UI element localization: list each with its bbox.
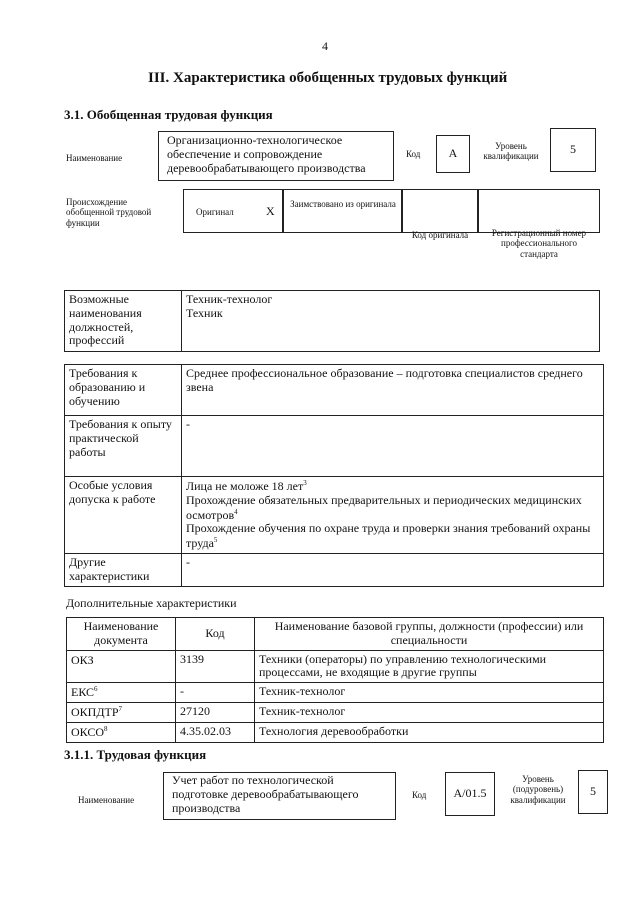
req-other-value: - bbox=[182, 553, 604, 586]
tf-code-box bbox=[445, 772, 495, 816]
table-row bbox=[67, 702, 604, 722]
condition-line: Прохождение обязательных предварительных и периодических медицинских осмотров$^4$ bbox=[186, 492, 582, 522]
position-item: Техник bbox=[186, 305, 223, 320]
condition-line: Лица не моложе 18 лет$^3$ bbox=[186, 479, 307, 493]
tf-level-box bbox=[578, 770, 608, 814]
req-conditions-value bbox=[182, 477, 604, 554]
tf-name-box bbox=[163, 772, 396, 820]
gtf-level-value: 5 bbox=[570, 142, 576, 156]
section-title: III. Характеристика обобщенных трудовых функций bbox=[148, 70, 508, 86]
table-row bbox=[67, 722, 604, 742]
doc-cell: ЕКС$^6$ bbox=[67, 683, 176, 703]
origin-code-original-label: Код оригинала bbox=[411, 230, 469, 240]
col-header-code: Код bbox=[176, 618, 255, 651]
table-row bbox=[67, 650, 604, 683]
req-experience-value: - bbox=[182, 416, 604, 477]
code-cell: 3139 bbox=[176, 650, 255, 683]
gtf-level-box bbox=[550, 128, 596, 172]
req-education-label: Требования к образованию и обучению bbox=[65, 365, 182, 416]
origin-code-box bbox=[402, 189, 478, 233]
origin-label: Происхождение обобщенной трудовой функции bbox=[66, 197, 152, 228]
req-education-value: Среднее профессиональное образование – подготовка специалистов среднего звена bbox=[182, 365, 604, 416]
origin-borrowed-box bbox=[283, 189, 402, 233]
col-header-doc: Наименование документа bbox=[67, 618, 176, 651]
tf-name-label: Наименование bbox=[78, 795, 135, 805]
tf-level-label: Уровень (подуровень) квалификации bbox=[510, 774, 566, 805]
condition-line: Прохождение обучения по охране труда и проверки знания требований охраны труда$^5$ bbox=[186, 521, 591, 551]
tf-code-value: A/01.5 bbox=[453, 786, 487, 800]
doc-cell: ОКПДТР$^7$ bbox=[67, 702, 176, 722]
gtf-name-box bbox=[158, 131, 394, 181]
tf-heading: 3.1.1. Трудовая функция bbox=[64, 747, 207, 762]
tf-code-label: Код bbox=[412, 790, 427, 800]
gtf-code-label: Код bbox=[406, 149, 421, 159]
position-item: Техник-технолог bbox=[186, 292, 273, 306]
col-header-name: Наименование базовой группы, должности (профессии) или специальности bbox=[255, 618, 604, 651]
gtf-name-label: Наименование bbox=[66, 153, 123, 163]
origin-original-label: Оригинал bbox=[196, 207, 234, 217]
origin-reg-box bbox=[478, 189, 600, 233]
gtf-code-box bbox=[436, 135, 470, 173]
req-other-label: Другие характеристики bbox=[65, 553, 182, 586]
page-number: 4 bbox=[322, 39, 328, 53]
origin-original-mark: X bbox=[266, 204, 275, 218]
code-cell: - bbox=[176, 683, 255, 703]
origin-original-box bbox=[183, 189, 283, 233]
gtf-code-value: А bbox=[448, 146, 458, 160]
origin-reg-number-label: Регистрационный номер профессионального стандарта bbox=[491, 228, 587, 259]
gtf-heading: 3.1. Обобщенная трудовая функция bbox=[64, 107, 273, 122]
tf-name-value: Учет работ по технологической подготовке деревообрабатывающего производства bbox=[172, 773, 359, 815]
positions-label: Возможные наименования должностей, профессий bbox=[65, 291, 182, 352]
name-cell: Техники (операторы) по управлению технологическими процессами, не входящие в другие группы bbox=[255, 650, 604, 683]
doc-cell: ОКЗ bbox=[67, 650, 176, 683]
req-experience-label: Требования к опыту практической работы bbox=[65, 416, 182, 477]
name-cell: Технология деревообработки bbox=[255, 722, 604, 742]
name-cell: Техник-технолог bbox=[255, 702, 604, 722]
table-row bbox=[67, 683, 604, 703]
req-conditions-label: Особые условия допуска к работе bbox=[65, 477, 182, 554]
code-cell: 4.35.02.03 bbox=[176, 722, 255, 742]
additional-table bbox=[66, 617, 604, 743]
positions-table bbox=[64, 290, 600, 352]
requirements-table bbox=[64, 364, 604, 587]
doc-cell: ОКСО$^8$ bbox=[67, 722, 176, 742]
positions-values bbox=[182, 291, 600, 352]
gtf-name-value: Организационно-технологическое обеспечение и сопровождение деревообрабатывающего производства bbox=[167, 133, 366, 175]
tf-level-value: 5 bbox=[590, 784, 596, 798]
name-cell: Техник-технолог bbox=[255, 683, 604, 703]
code-cell: 27120 bbox=[176, 702, 255, 722]
gtf-level-label: Уровень квалификации bbox=[483, 141, 539, 162]
additional-heading: Дополнительные характеристики bbox=[66, 596, 237, 610]
origin-borrowed-label: Заимствовано из оригинала bbox=[290, 199, 396, 209]
